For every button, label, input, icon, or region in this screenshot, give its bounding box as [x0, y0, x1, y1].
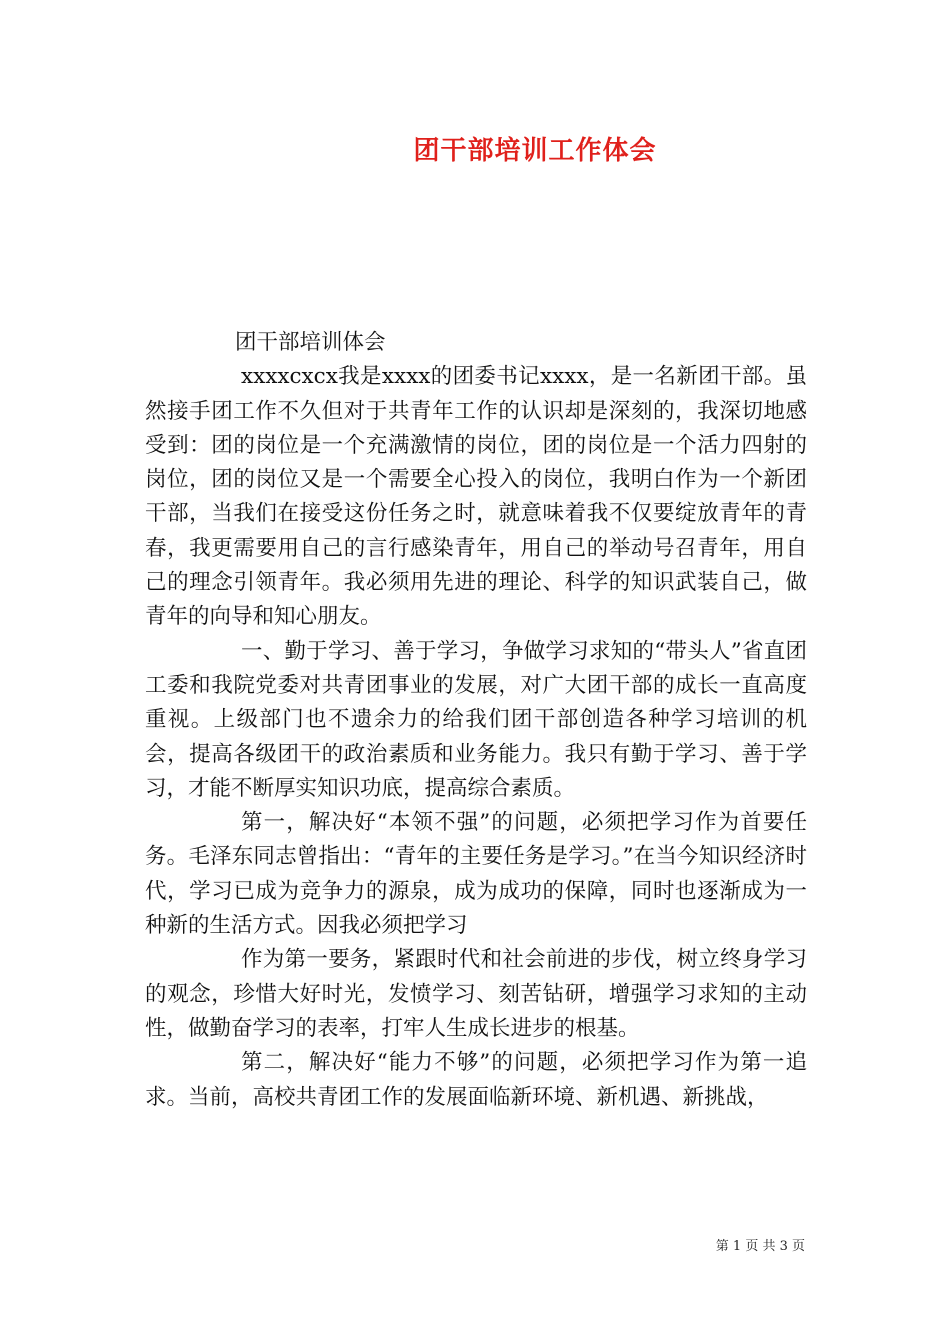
paragraph-section-one: 一、勤于学习、善于学习，争做学习求知的“带头人”省直团工委和我院党委对共青团事业的发展，对广大团干部的成长一直高度重视。上级部门也不遗余力的给我们团干部创造各种学习培训的机会，提高各级团干的政治素质和业务能力。我只有勤于学习、善于学习，才能不断厚实知识功底，提高综合素质。 [145, 638, 807, 801]
paragraph-second-point: 第二，解决好“能力不够”的问题，必须把学习作为第一追求。当前，高校共青团工作的发展面临新环境、新机遇、新挑战， [145, 1050, 807, 1110]
page-number: 第 1 页 共 3 页 [715, 1239, 805, 1254]
paragraph-first-point: 第一，解决好“本领不强”的问题，必须把学习作为首要任务。毛泽东同志曾指出：“青年的主要任务是学习。”在当今知识经济时代，学习已成为竞争力的源泉，成为成功的保障，同时也逐渐成为一种新的生活方式。因我必须把学习 [145, 810, 807, 939]
paragraph-intro: xxxxcxcx我是xxxx的团委书记xxxx，是一名新团干部。虽然接手团工作不久但对于共青年工作的认识却是深刻的，我深切地感受到：团的岗位是一个充满激情的岗位，团的岗位是一个活力四射的岗位，团的岗位又是一个需要全心投入的岗位，我明白作为一个新团干部，当我们在接受这份任务之时，就意味着我不仅要绽放青年的青春，我更需要用自己的言行感染青年，用自己的举动号召青年，用自己的理念引领青年。我必须用先进的理论、科学的知识武装自己，做青年的向导和知心朋友。 [145, 364, 807, 630]
document-body [145, 326, 807, 1115]
paragraph-first-point-continued: 作为第一要务，紧跟时代和社会前进的步伐，树立终身学习的观念，珍惜大好时光，发愤学习、刻苦钻研，增强学习求知的主动性，做勤奋学习的表率，打牢人生成长进步的根基。 [145, 947, 807, 1041]
document-subtitle: 团干部培训体会 [235, 330, 386, 355]
document-title: 团干部培训工作体会 [413, 136, 657, 166]
